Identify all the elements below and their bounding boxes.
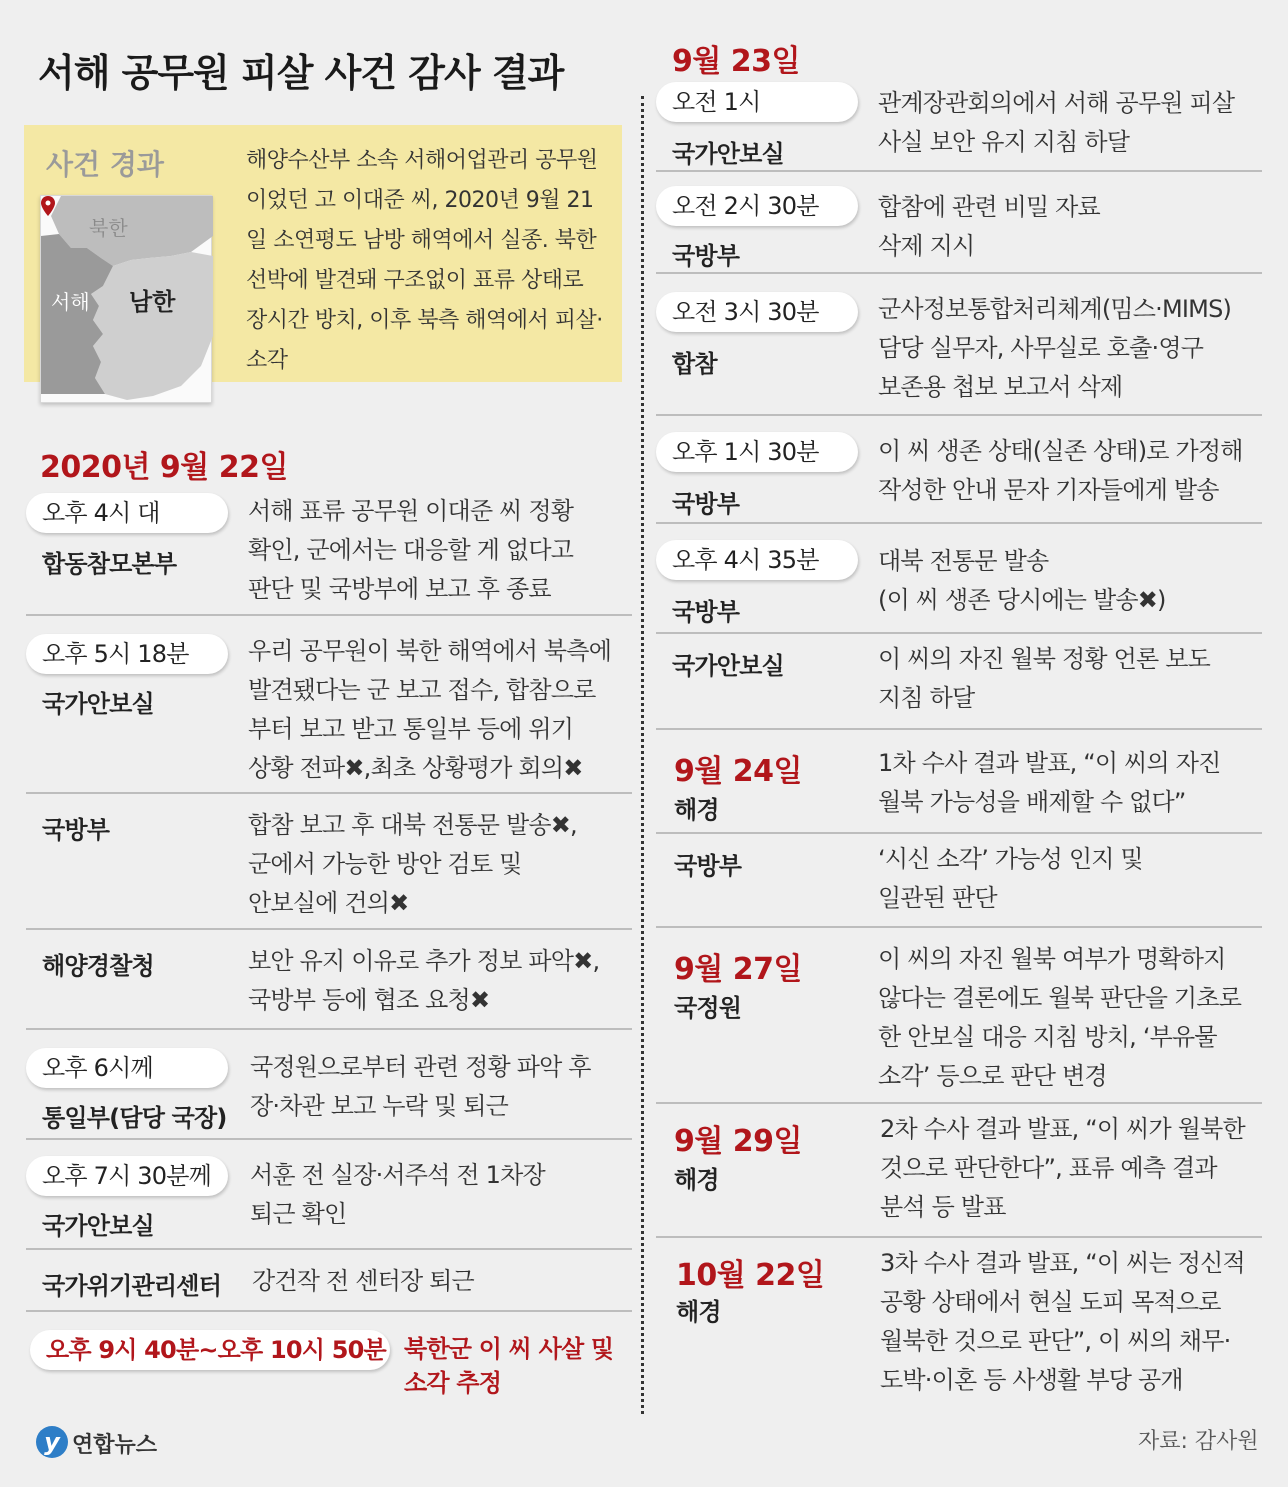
page-title: 서해 공무원 피살 사건 감사 결과 xyxy=(38,51,564,95)
entry-date: 9월 24일 xyxy=(674,754,803,789)
org-label: 국가안보실 xyxy=(672,652,784,680)
yonhap-logo-icon: y xyxy=(36,1426,68,1458)
time-pill: 오후 4시 대 xyxy=(26,493,228,533)
org-label: 합동참모본부 xyxy=(42,550,177,578)
entry-description-highlight: 북한군 이 씨 사살 및 소각 추정 xyxy=(404,1335,614,1397)
map-label-north: 북한 xyxy=(89,216,128,240)
entry-description: ‘시신 소각’ 가능성 인지 및 일관된 판단 xyxy=(878,845,1143,912)
row-divider xyxy=(656,414,1262,416)
row-divider xyxy=(656,272,1262,274)
entry-description: 이 씨 생존 상태(실존 상태)로 가정해 작성한 안내 문자 기자들에게 발송 xyxy=(878,437,1243,504)
korea-map xyxy=(40,195,212,403)
right-date: 9월 23일 xyxy=(672,44,801,79)
entry-date: 10월 22일 xyxy=(676,1258,825,1293)
entry-description: 이 씨의 자진 월북 정황 언론 보도 지침 하달 xyxy=(878,645,1210,712)
yonhap-logo-text: 연합뉴스 xyxy=(72,1433,158,1458)
org-label: 국가안보실 xyxy=(672,140,784,168)
time-pill: 오후 5시 18분 xyxy=(26,634,228,674)
entry-description: 서해 표류 공무원 이대준 씨 정황 확인, 군에서는 대응할 게 없다고 판단 및 국방부에 보고 후 종료 xyxy=(248,497,574,603)
entry-description: 군사정보통합처리체계(밈스·MIMS) 담당 실무자, 사무실로 호출·영구 보존용 첩보 보고서 삭제 xyxy=(878,295,1232,401)
summary-box xyxy=(24,125,622,382)
entry-description: 이 씨의 자진 월북 여부가 명확하지 않다는 결론에도 월북 판단을 기초로 한 안보실 대응 지침 방치, ‘부유물 소각’ 등으로 판단 변경 xyxy=(878,945,1242,1090)
map-label-south: 남한 xyxy=(129,288,176,316)
org-label: 합참 xyxy=(672,350,717,378)
time-pill: 오후 4시 35분 xyxy=(656,540,858,580)
org-label: 해양경찰청 xyxy=(42,952,154,980)
entry-description: 합참 보고 후 대북 전통문 발송✖, 군에서 가능한 방안 검토 및 안보실에 건의✖ xyxy=(248,811,577,917)
location-pin-icon xyxy=(41,196,55,216)
entry-date: 9월 29일 xyxy=(674,1124,803,1159)
org-label: 국방부 xyxy=(672,598,740,626)
time-pill: 오후 6시께 xyxy=(26,1048,228,1088)
org-label: 국방부 xyxy=(672,490,740,518)
org-label: 국방부 xyxy=(42,816,110,844)
source-credit: 자료: 감사원 xyxy=(1138,1429,1259,1454)
row-divider xyxy=(656,832,1262,834)
yonhap-logo xyxy=(36,1424,176,1464)
org-label: 통일부(담당 국장) xyxy=(42,1104,227,1132)
entry-description: 3차 수사 결과 발표, “이 씨는 정신적 공황 상태에서 현실 도피 목적으로 월북한 것으로 판단”, 이 씨의 채무· 도박·이혼 등 사생활 부당 공개 xyxy=(880,1249,1245,1394)
time-pill: 오전 3시 30분 xyxy=(656,292,858,332)
org-label: 국정원 xyxy=(674,994,742,1022)
row-divider xyxy=(26,928,632,930)
row-divider xyxy=(26,614,632,616)
row-divider xyxy=(26,1248,632,1250)
row-divider xyxy=(656,632,1262,634)
row-divider xyxy=(656,170,1262,172)
row-divider xyxy=(656,926,1262,928)
org-label: 해경 xyxy=(674,1166,719,1194)
left-date: 2020년 9월 22일 xyxy=(40,450,288,485)
row-divider xyxy=(26,1028,632,1030)
column-separator xyxy=(641,96,644,1414)
org-label: 국가안보실 xyxy=(42,1212,154,1240)
row-divider xyxy=(656,728,1262,730)
entry-date: 9월 27일 xyxy=(674,952,803,987)
entry-description: 국정원으로부터 관련 정황 파악 후 장·차관 보고 누락 및 퇴근 xyxy=(250,1053,591,1120)
time-pill: 오전 2시 30분 xyxy=(656,186,858,226)
entry-description: 우리 공무원이 북한 해역에서 북측에 발견됐다는 군 보고 접수, 합참으로 부터 보고 받고 통일부 등에 위기 상황 전파✖,최초 상황평가 회의✖ xyxy=(248,637,612,782)
entry-description: 보안 유지 이유로 추가 정보 파악✖, 국방부 등에 협조 요청✖ xyxy=(248,947,600,1014)
map-label-west: 서해 xyxy=(51,290,90,314)
entry-description: 1차 수사 결과 발표, “이 씨의 자진 월북 가능성을 배제할 수 없다” xyxy=(878,749,1221,816)
time-pill: 오후 1시 30분 xyxy=(656,432,858,472)
org-label: 국가안보실 xyxy=(42,690,154,718)
entry-description: 2차 수사 결과 발표, “이 씨가 월북한 것으로 판단한다”, 표류 예측 결과 분석 등 발표 xyxy=(880,1115,1245,1221)
entry-description: 관계장관회의에서 서해 공무원 피살 사실 보안 유지 지침 하달 xyxy=(878,89,1235,156)
entry-description: 합참에 관련 비밀 자료 삭제 지시 xyxy=(878,193,1100,260)
row-divider xyxy=(656,1236,1262,1238)
org-label: 국방부 xyxy=(672,242,740,270)
summary-title: 사건 경과 xyxy=(46,148,164,181)
time-pill: 오후 7시 30분께 xyxy=(26,1156,228,1196)
time-pill-highlight: 오후 9시 40분~오후 10시 50분 xyxy=(30,1330,390,1370)
row-divider xyxy=(656,1102,1262,1104)
org-label: 해경 xyxy=(674,796,719,824)
org-label: 국방부 xyxy=(674,852,742,880)
entry-description: 강건작 전 센터장 퇴근 xyxy=(252,1267,474,1295)
org-label: 국가위기관리센터 xyxy=(42,1272,222,1300)
row-divider xyxy=(26,792,632,794)
org-label: 해경 xyxy=(676,1298,721,1326)
row-divider xyxy=(26,1310,632,1312)
time-pill: 오전 1시 xyxy=(656,82,858,122)
entry-description: 서훈 전 실장·서주석 전 1차장 퇴근 확인 xyxy=(250,1161,545,1228)
summary-text: 해양수산부 소속 서해어업관리 공무원이었던 고 이대준 씨, 2020년 9월 21일 소연평도 남방 해역에서 실종. 북한 선박에 발견돼 구조없이 표류 상태로 장시간 방치, 이후 북측 해역에서 피살·소각 xyxy=(246,148,603,373)
row-divider xyxy=(656,522,1262,524)
row-divider xyxy=(26,1138,632,1140)
entry-description: 대북 전통문 발송 (이 씨 생존 당시에는 발송✖) xyxy=(878,547,1166,614)
